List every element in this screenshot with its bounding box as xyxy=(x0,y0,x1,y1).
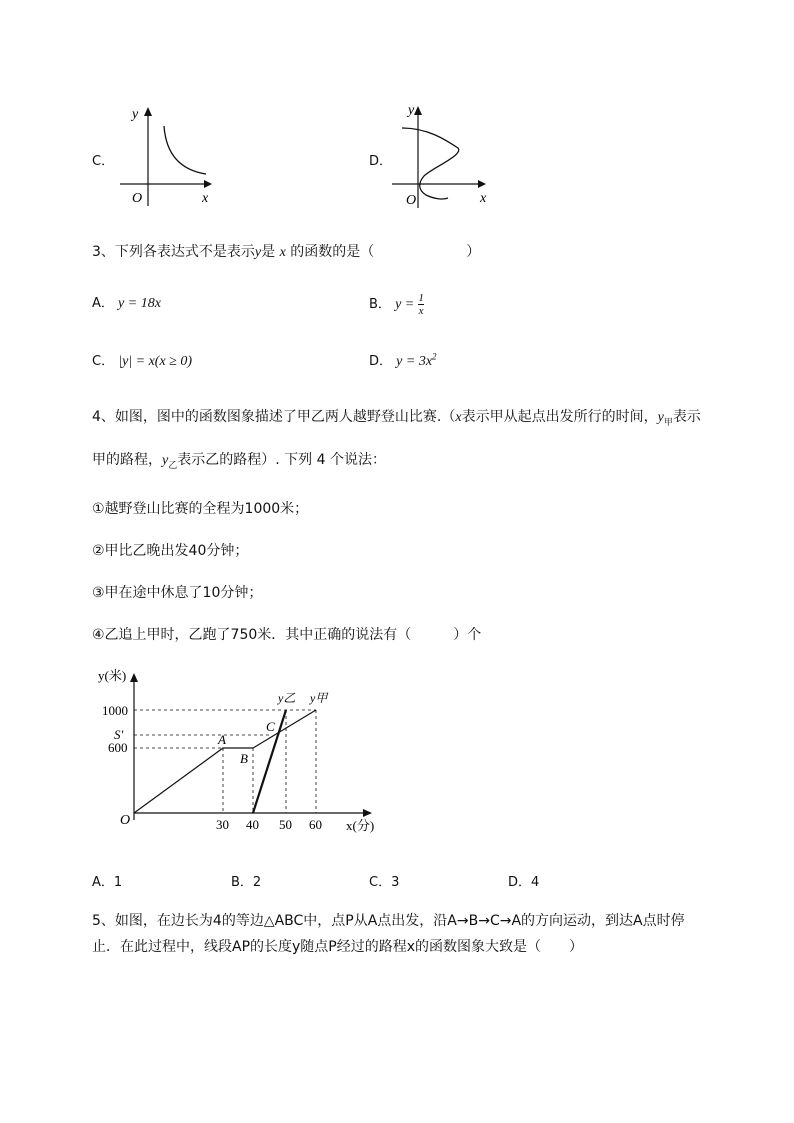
q4-statement-2: ②甲比乙晚出发40分钟； xyxy=(92,543,249,559)
q3-option-b: B． y = $\frac{1}{x}$ xyxy=(369,292,424,317)
q3-option-d: D． $y = 3x^2$ xyxy=(369,351,437,369)
q4-option-a: A．1 xyxy=(92,875,123,890)
q5-stem-line2: 止．在此过程中，线段AP的长度y随点P经过的路程x的函数图象大致是（ ） xyxy=(92,939,584,955)
series-jia-label: y甲 xyxy=(310,691,328,705)
x-tick-40: 40 xyxy=(246,817,259,832)
point-a-label: A xyxy=(218,732,226,747)
q3-option-a: A． y = 18x xyxy=(92,296,161,311)
y-axis-title: y(米) xyxy=(98,668,127,683)
q3-stem: 3、下列各表达式不是表示y是 x 的函数的是（ ） xyxy=(92,244,481,260)
origin-label: O xyxy=(120,813,131,828)
dashed-guides xyxy=(134,710,316,813)
q4-race-graph xyxy=(90,660,390,845)
q4-statement-1: ①越野登山比赛的全程为1000米； xyxy=(92,501,309,517)
q2-option-d-graph xyxy=(388,100,498,210)
q4-option-d: D．4 xyxy=(508,875,540,890)
y-tick-s: S' xyxy=(114,727,124,742)
q2-option-d-label: D． xyxy=(369,154,393,169)
point-c-label: C xyxy=(266,719,275,734)
x-tick-50: 50 xyxy=(279,817,292,832)
x-tick-60: 60 xyxy=(309,817,322,832)
q2-option-c-graph xyxy=(112,100,222,210)
q4-statement-4: ④乙追上甲时，乙跑了750米．其中正确的说法有（ ）个 xyxy=(92,627,482,643)
q5-stem-line1: 5、如图，在边长为4的等边△ABC中，点P从A点出发，沿A→B→C→A的方向运动，到达A点时停 xyxy=(92,913,685,929)
y-tick-1000: 1000 xyxy=(102,703,128,718)
q4-stem-line2: 甲的路程，$y_乙$表示乙的路程）. 下列 4 个说法： xyxy=(92,452,386,471)
origin-label: O xyxy=(406,193,417,208)
x-axis-title: x(分) xyxy=(346,818,375,833)
q2-option-c-label: C． xyxy=(92,154,115,169)
point-b-label: B xyxy=(240,751,248,766)
y-tick-600: 600 xyxy=(108,740,128,755)
q4-stem-line1: 4、如图，图中的函数图象描述了甲乙两人越野登山比赛.（x表示甲从起点出发所行的时间，$y_甲$表示 xyxy=(92,409,701,428)
series-jia-line xyxy=(134,710,316,813)
series-yi-label: y乙 xyxy=(278,691,296,705)
q4-statement-3: ③甲在途中休息了10分钟； xyxy=(92,585,263,601)
x-axis-label: x xyxy=(202,191,209,206)
origin-label: O xyxy=(132,191,143,206)
q3-option-c: C． |y| = x(x ≥ 0) xyxy=(92,354,193,369)
q4-option-b: B．2 xyxy=(231,875,262,890)
x-tick-30: 30 xyxy=(216,817,229,832)
y-axis-label: y xyxy=(132,107,139,122)
q4-option-c: C．3 xyxy=(369,875,400,890)
y-axis-label: y xyxy=(408,103,415,118)
x-axis-label: x xyxy=(480,191,487,206)
